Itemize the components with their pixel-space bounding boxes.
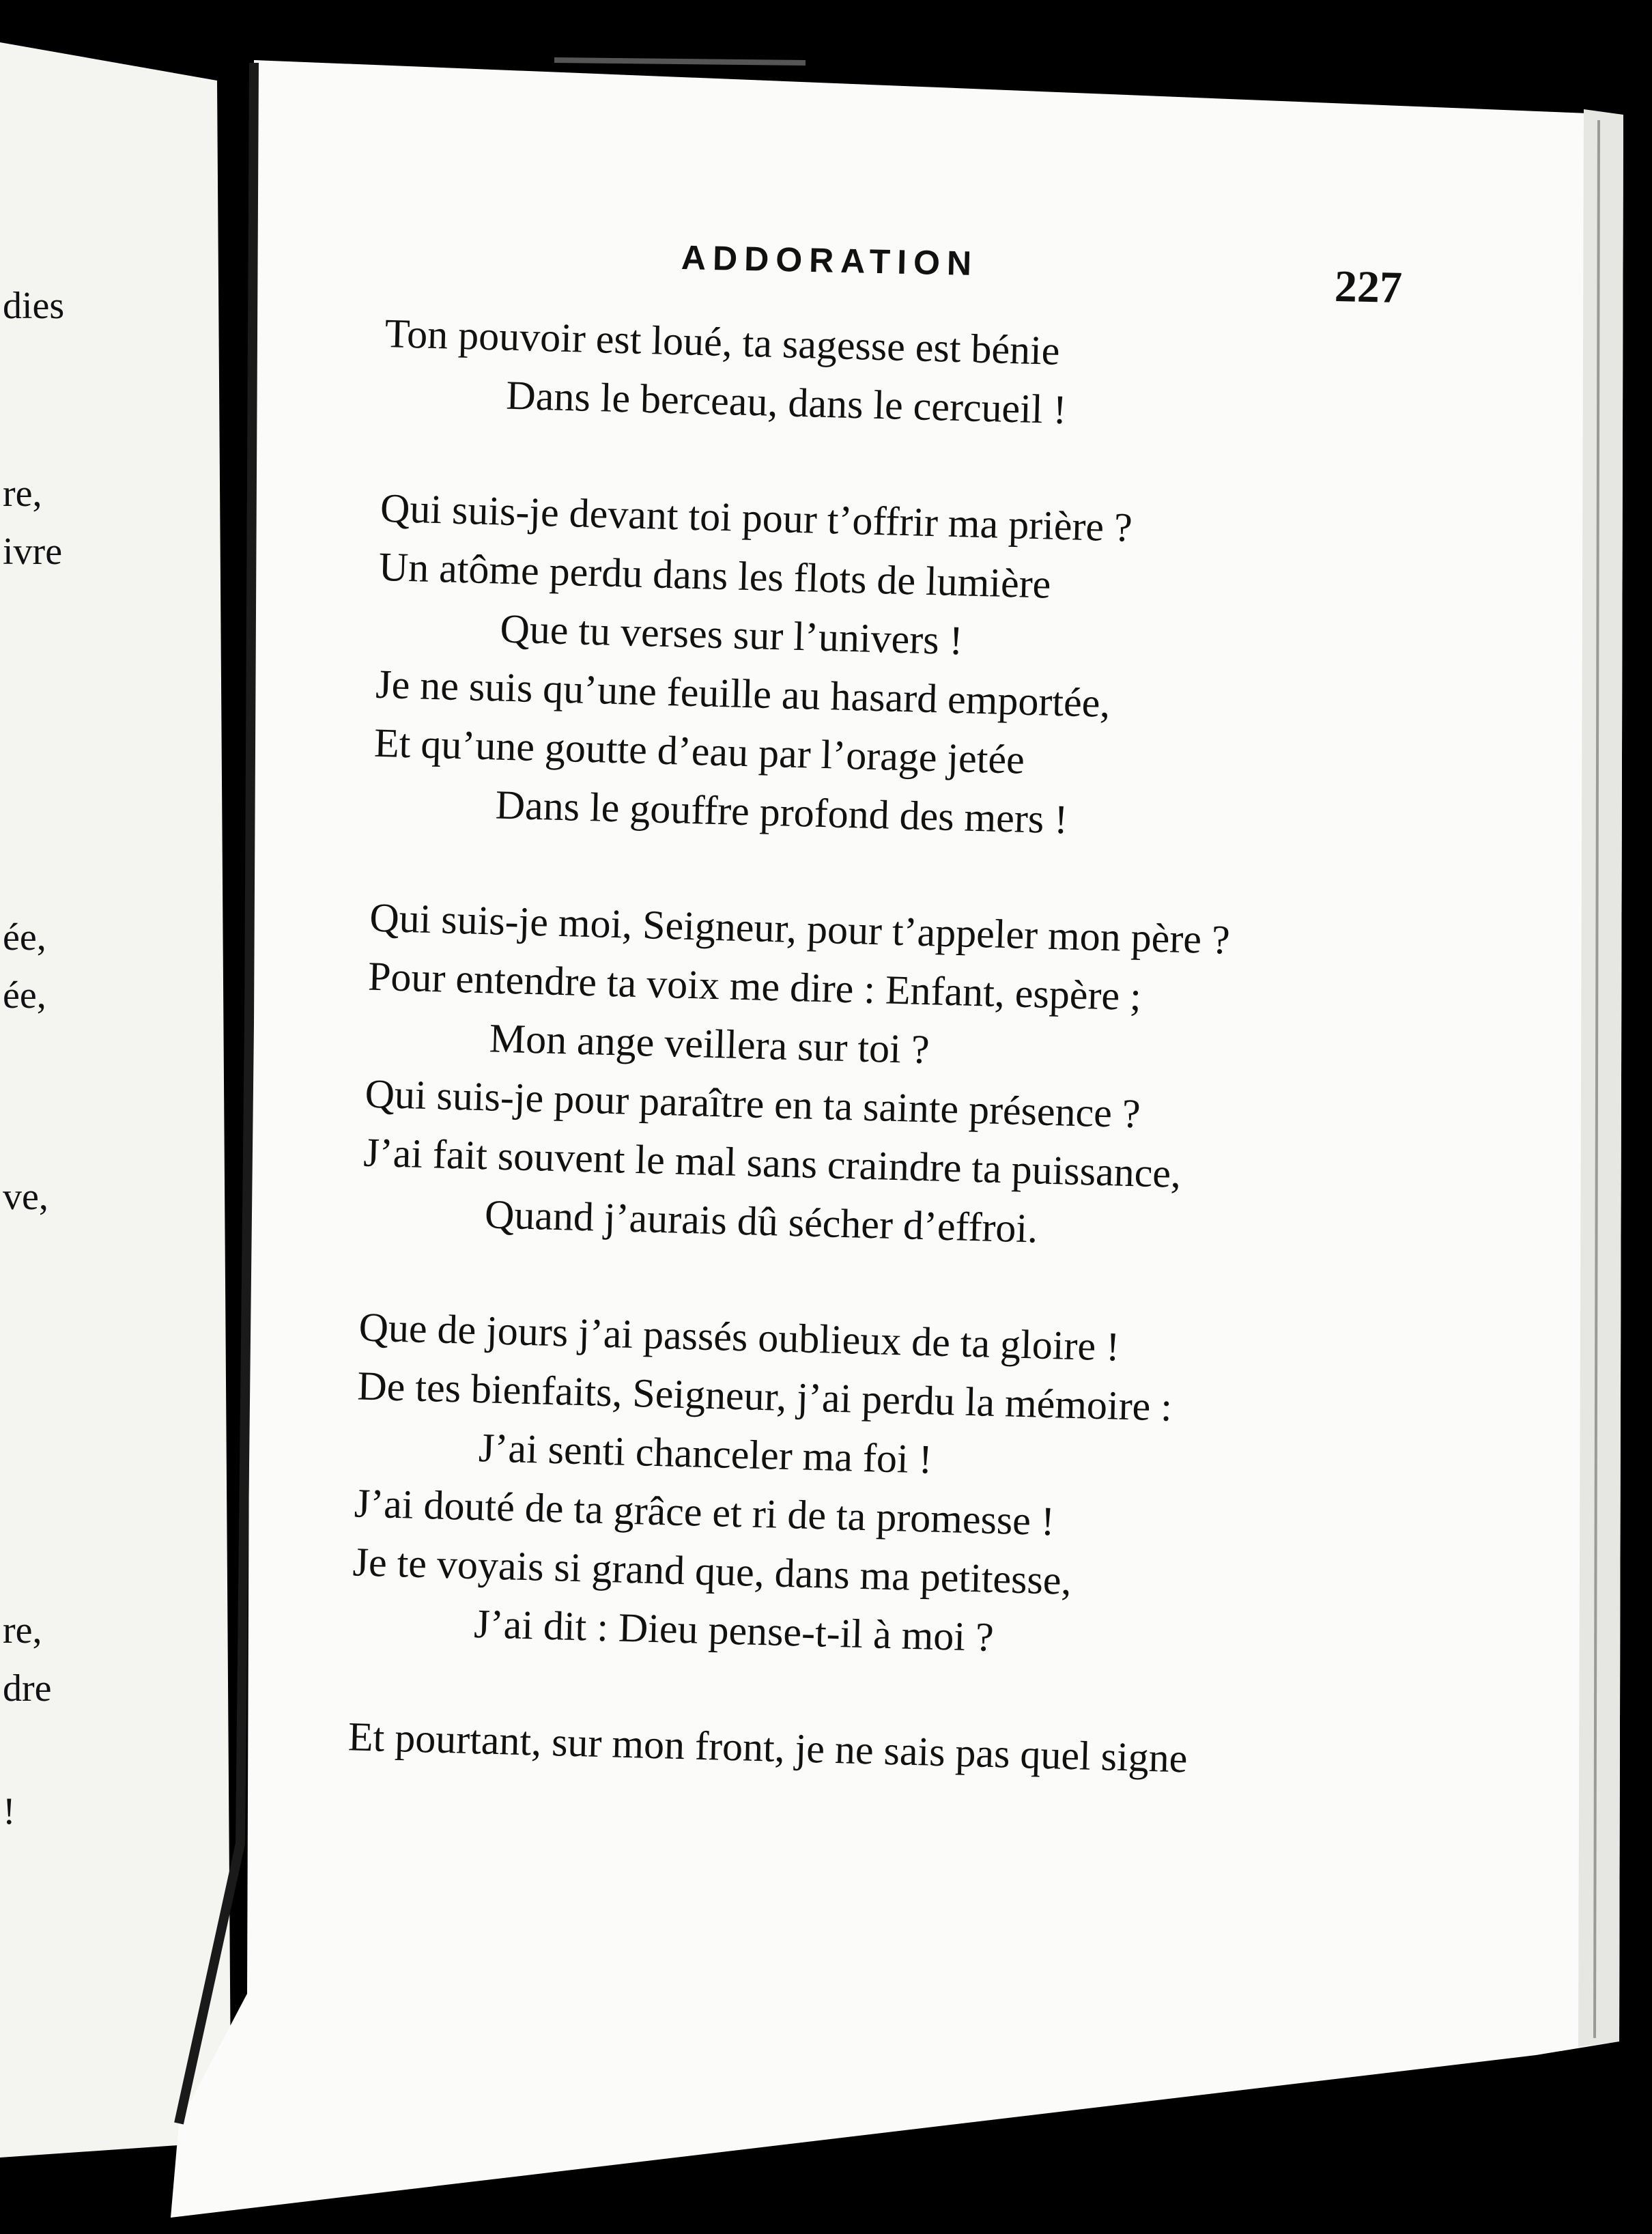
left-fragment: dre — [3, 1667, 52, 1710]
verse-line: Je te voyais si grand que, dans ma petitesse, — [352, 1539, 1072, 1603]
verse-line: Quand j’aurais dû sécher d’effroi. — [484, 1191, 1038, 1252]
verse-line: Et qu’une goutte d’eau par l’orage jetée — [373, 720, 1025, 782]
verse-line: Qui suis-je moi, Seigneur, pour t’appeler mon père ? — [369, 894, 1231, 963]
left-page — [0, 42, 231, 2158]
left-fragment: ée, — [3, 916, 46, 959]
verse-line: Dans le berceau, dans le cercueil ! — [505, 372, 1068, 433]
verse-line: Ton pouvoir est loué, ta sagesse est bénie — [384, 310, 1061, 373]
verse-line: De tes bienfaits, Seigneur, j’ai perdu la mémoire : — [356, 1363, 1173, 1430]
left-fragment: ée, — [3, 974, 46, 1017]
verse-line: Pour entendre ta voix me dire : Enfant, espère ; — [367, 953, 1142, 1019]
left-fragment: re, — [3, 1609, 42, 1652]
left-fragment: dies — [3, 285, 65, 327]
verse-line: Qui suis-je pour paraître en ta sainte présence ? — [364, 1071, 1141, 1137]
verse-line: Je ne suis qu’une feuille au hasard emportée, — [375, 661, 1111, 726]
verse-line: J’ai senti chanceler ma foi ! — [478, 1425, 933, 1482]
top-edge-mark — [554, 60, 806, 63]
left-fragment: ve, — [3, 1176, 48, 1218]
page-number: 227 — [1334, 261, 1403, 313]
left-fragment: ! — [3, 1790, 16, 1833]
verse-line: Qui suis-je devant toi pour t’offrir ma prière ? — [380, 485, 1133, 550]
verse-line: Dans le gouffre profond des mers ! — [494, 782, 1069, 843]
verse-line: J’ai fait souvent le mal sans craindre ta puissance, — [362, 1129, 1182, 1196]
verse-line: Que de jours j’ai passés oublieux de ta gloire ! — [358, 1304, 1120, 1370]
verse-line: J’ai douté de ta grâce et ri de ta promesse ! — [354, 1480, 1055, 1544]
left-fragment: re, — [3, 472, 42, 515]
verse-line: Mon ange veillera sur toi ? — [489, 1015, 930, 1073]
verse-line: Un atôme perdu dans les flots de lumière — [378, 543, 1052, 607]
verse-line: Et pourtant, sur mon front, je ne sais pas quel signe — [347, 1714, 1188, 1781]
verse-line: J’ai dit : Dieu pense-t-il à moi ? — [473, 1601, 995, 1660]
left-fragment: ivre — [3, 531, 63, 573]
verse-line: Que tu verses sur l’univers ! — [499, 606, 964, 664]
page-edge-shadow — [1578, 109, 1623, 2047]
running-head: ADDORATION — [681, 238, 979, 283]
poem — [347, 304, 1403, 1792]
